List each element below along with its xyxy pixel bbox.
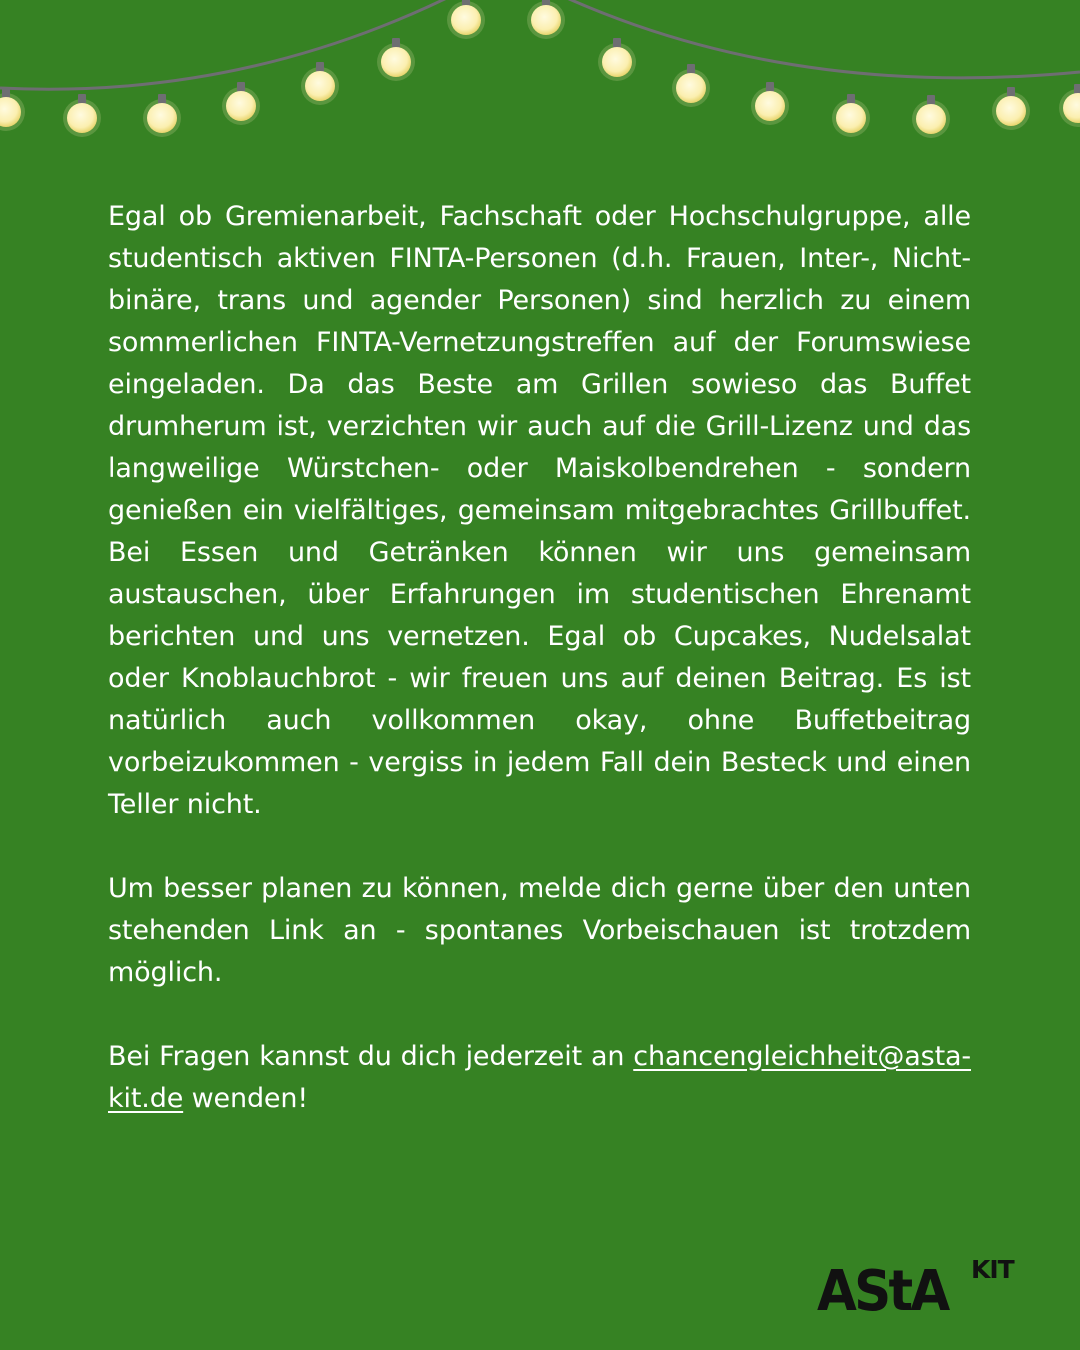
light-bulb-icon — [222, 82, 260, 125]
string-lights-icon — [0, 0, 1080, 150]
light-bulb-icon — [912, 95, 950, 138]
light-bulb-icon — [143, 94, 181, 137]
light-bulb-icon — [751, 82, 789, 125]
light-bulb-icon — [992, 87, 1030, 130]
logo-asta-text: AStA — [817, 1259, 948, 1324]
paragraph-invitation: Egal ob Gremienarbeit, Fachschaft oder Hochschulgruppe, alle studentisch aktiven FINTA-Personen (d.h. Frauen, Inter-, Nicht-binäre, trans und agender Personen) sind herzlich zu einem sommerlichen FINTA-Vernetzungstreffen auf der Forumswiese eingeladen. Da das Beste am Grillen sowieso das Buffet drumherum ist, verzichten wir auch auf die Grill-Lizenz und das langweilige Würstchen- oder Maiskolbendrehen - sondern genießen ein vielfältiges, gemeinsam mitgebrachtes Grillbuffet. Bei Essen und Getränken können wir uns gemeinsam austauschen, über Erfahrungen im studentischen Ehrenamt berichten und uns vernetzen. Egal ob Cupcakes, Nudelsalat oder Knoblauchbrot - wir freuen uns auf deinen Beitrag. Es ist natürlich auch vollkommen okay, ohne Buffetbeitrag vorbeizukommen - vergiss in jedem Fall dein Besteck und einen Teller nicht. — [108, 201, 971, 820]
light-bulb-icon — [527, 0, 565, 39]
light-bulb-icon — [672, 64, 710, 107]
light-bulb-icon — [301, 62, 339, 105]
light-bulb-icon — [377, 38, 415, 81]
paragraph-contact — [108, 1036, 971, 1120]
light-bulb-icon — [832, 94, 870, 137]
contact-email-link[interactable]: chancengleichheit@asta-kit.de — [108, 1041, 971, 1114]
asta-kit-logo — [817, 1255, 1027, 1324]
light-bulb-icon — [63, 94, 101, 137]
light-bulb-icon — [0, 88, 25, 131]
invitation-text — [108, 196, 971, 1162]
contact-prefix: Bei Fragen kannst du dich jederzeit an — [108, 1041, 634, 1072]
contact-suffix: wenden! — [183, 1083, 309, 1114]
light-bulb-icon — [1059, 84, 1080, 127]
light-bulb-icon — [598, 38, 636, 81]
logo-kit-text: KIT — [971, 1255, 1014, 1284]
paragraph-registration: Um besser planen zu können, melde dich gerne über den unten stehenden Link an - spontanes Vorbeischauen ist trotzdem möglich. — [108, 873, 971, 988]
light-bulb-icon — [447, 0, 485, 39]
